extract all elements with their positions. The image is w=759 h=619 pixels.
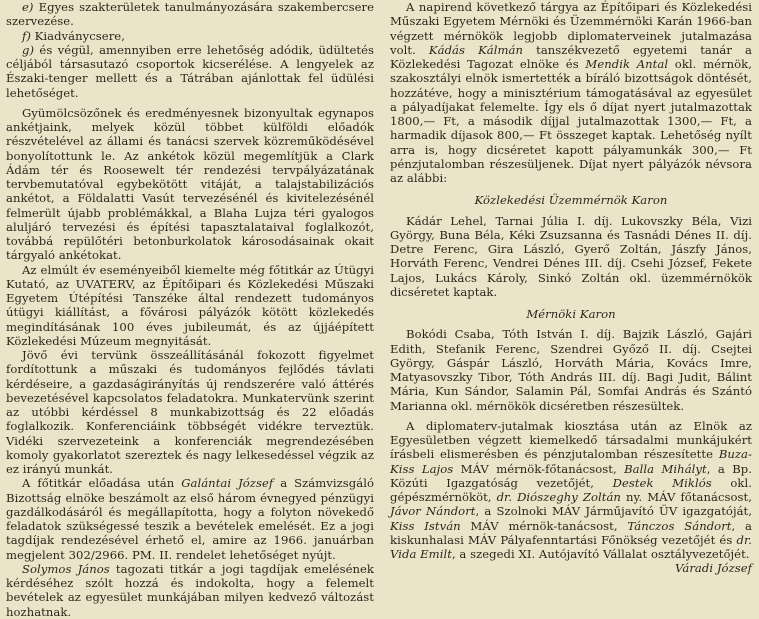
person-name: Kiss István [390,518,461,533]
section-heading-uzemmernok: Közlekedési Üzemmérnök Karon [474,193,668,208]
paragraph-fees: Solymos János tagozati titkár a jogi tagdíjak emelésének kérdéséhez szólt hozzá és indokolta, hogy a felemelt bevételek az egyesület munkájában milyen kedvező változást hozhatnak. [6,561,374,619]
list-item-g [6,43,374,100]
item-text: Kiadványcsere, [30,28,125,43]
paragraph-recognition: A diplomaterv-jutalmak kiosztása után az Elnök az Egyesületben végzett kiemelkedő társadalmi munkájukért írásbeli elismerésben és pénzjutalomban részesítette Buza-Kiss Lajos MÁV mérnök-főtanácsost, Balla Mihályt, a Bp. Közúti Igazgatóság vezetőjét, Destek Miklós okl. gépészmérnököt, dr. Diószeghy Zoltán ny. MÁV főtanácsost, Jávor Nándort, a Szolnoki MÁV Járműjavító ÜV igazgatóját, Kiss István MÁV mérnök-tanácsost, Tánczos Sándort, a kiskunhalasi MÁV Pályafenntartási Főnökség vezetőjét és dr. Vida Emilt, a szegedi XI. Autójavító Vállalat osztályvezetőjét. [390,418,753,561]
paragraph-plans: Jövő évi tervünk összeállításánál fokozott figyelmet fordítottunk a műszaki és tudományos fejlődés távlati kérdéseire, a gazdaságirányítás új rendszerére való áttérés bevezetésével kapcsolatos feladatokra. Munkatervünk szerint az utóbbi kérdéssel 8 munkabizottság és 22 előadás foglalkozik. Konferenciáink többségét vidékre terveztük. Vidéki szervezeteink a konferenciák megrendezésében komoly gyakorlatot szereztek és nagy lelkesedéssel végzik az ez irányú munkát. [6,348,374,476]
person-name: dr. Diószeghy Zoltán [496,490,621,504]
person-name: Tánczos Sándort [627,518,732,533]
item-text: és végül, amennyiben erre lehetőség adódik, üdültetés céljából társasutazó csoportok kicserélése. A lengyelek az Északi-tenger mellett és a Tátrában ajánlottak fel üdülési lehetőséget. [6,42,374,100]
person-name: Mendik Antal [585,57,669,71]
left-column [6,0,375,619]
person-name: Balla Mihályt [624,461,707,476]
section-heading-mernoki: Mérnöki Karon [526,307,616,321]
list-item-f [6,29,374,43]
paragraph-uzemmernok-winners: Kádár Lehel, Tarnai Júlia I. díj. Lukovszky Béla, Vizi György, Buna Béla, Kéki Zsuzsanna és Tasnádi Dénes II. díj. Detre Ferenc, Gira László, Gyerő Zoltán, Jászfy János, Horváth Ferenc, Vendrei Dénes III. díj. Csehi József, Fekete Lajos, Lukács Károly, Sinkó Zoltán okl. üzemmérnökök dicséretet kaptak. [390,213,752,299]
person-name: Buza-Kiss Lajos [390,447,752,476]
paragraph-audit: A főtitkár előadása után Galántai József a Számvizsgáló Bizottság elnöke beszámolt az első három évnegyed pénzügyi gazdálkodásáról és megállapította, hogy a folyton növekedő feladatok szükségessé teszik a bevételek emelését. Ez a jogi tagdíjak rendezésével érhető el, amire az 1966. januárban megjelent 302/2966. PM. II. rendelet lehetőséget nyújt. [6,476,375,562]
paragraph-events: Az elmúlt év eseményeiből kiemelte még főtitkár az Útügyi Kutató, az UVATERV, az Építőipari és Közlekedési Műszaki Egyetem Útépítési Tanszéke által rendezett tudományos útügyi kiállítást, a fővárosi pályázók kötött közlekedés megindításának 100 éves jubileumát, és az újjáépített Közlekedési Múzeum megnyitását. [6,262,374,348]
paragraph-ankets: Gyümölcsözőnek és eredményesnek bizonyultak egynapos ankétjaink, melyek közül többet külföldi előadók részvételével az állami és tanácsi szervek közreműködésével bonyolítottunk le. Az ankétok közül megemlítjük a Clark Ádám tér és Roosewelt tér rendezési tervpályázatának tervbemutatóval egybekötött vitáját, a talajstabilizációs ankétot, a Földalatti Vasút tervezésénél és kivitelezésénél felmerült újabb problémákkal, a Blaha Lujza téri gyalogos aluljáró tervezési és építési tapasztalataival foglalkozót, továbbá repülőtéri betonburkolatok károsodásainak okait tárgyaló ankétokat. [6,105,374,263]
list-item-e [6,0,374,29]
item-text: Egyes szakterületek tanulmányozására szakembercsere szervezése. [6,0,374,29]
item-letter: f) [22,28,31,43]
item-letter: g) [22,42,35,57]
paragraph-mernoki-winners: Bokódi Csaba, Tóth István I. díj. Bajzik László, Gajári Edith, Stefanik Ferenc, Szendrei Győző II. díj. Csejtei György, Gáspár László, Horváth Mária, Kovács Imre, Matyasovszky Tibor, Tóth András III. díj. Bagi Judit, Bálint Mária, Kun Sándor, Salamin Pál, Somfai András és Szántó Marianna okl. mérnökök dicséretben részesültek. [390,327,752,413]
paragraph-awards-intro: A napirend következő tárgya az Építőipari és Közlekedési Műszaki Egyetem Mérnöki és Üzemmérnöki Karán 1966-ban végzett mérnökök legjobb diplomaterveinek jutalmazása volt. Kádás Kálmán tanszékvezető egyetemi tanár a Közlekedési Tagozat elnöke és Mendik Antal okl. mérnök, szakosztályi elnök ismertették a bíráló bizottságok döntését, hozzátéve, hogy a minisztérium támogatásával az egyesület a pályadíjakat felemelte. Így els ő díjat nyert jutalmazottak 1800,— Ft, a második díjjal jutalmazottak 1300,— Ft, a harmadik díjasok 800,— Ft összeget kaptak. Lehetőség nyílt arra is, hogy dicséretet kapott pályamunkák 300,— Ft pénzjutalomban részesüljenek. Díjat nyert pályázók névsora az alábbi: [390,0,752,185]
item-letter: e) [22,0,34,14]
person-name: Kádás Kálmán [428,42,524,57]
person-name: Destek Miklós [612,475,712,490]
signature: Váradi József [675,561,752,576]
right-column [390,0,752,579]
person-name: Jávor Nándort [390,504,476,519]
person-name: dr. Vida Emilt [390,532,752,561]
person-name: Solymos János [22,561,110,576]
person-name: Galántai József [181,476,274,491]
